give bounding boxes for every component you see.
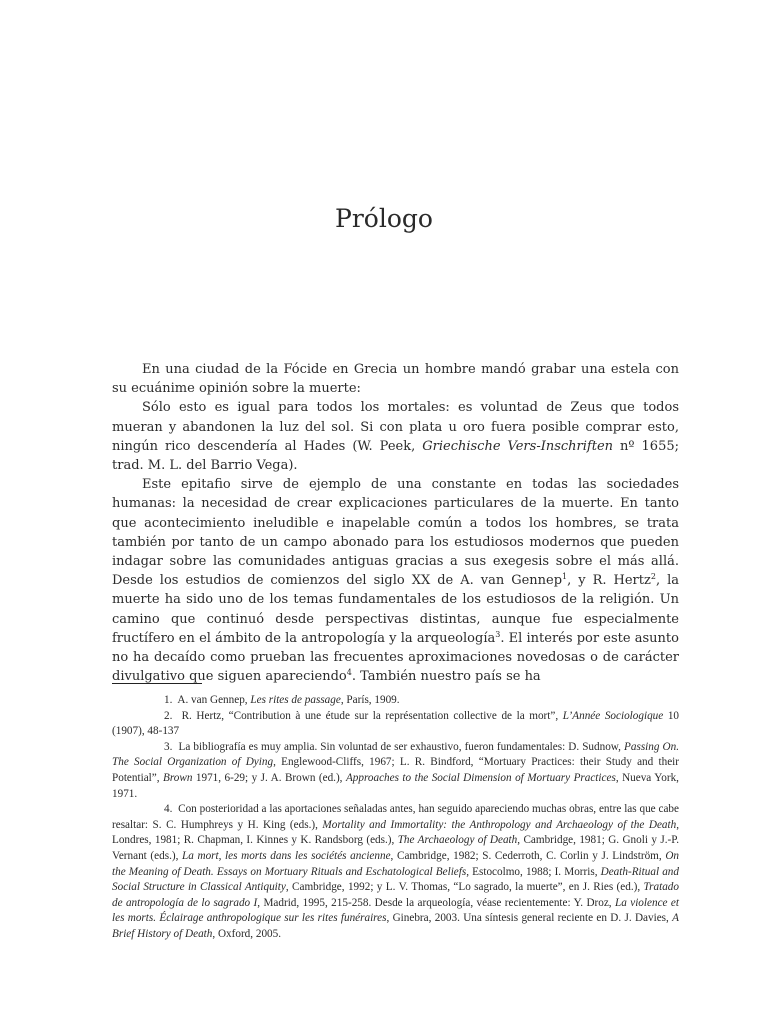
footnote-text: , París, 1909. — [340, 694, 400, 706]
paragraph-intro — [112, 360, 679, 398]
footnote-text: , Englewood-Cliffs, 1967; L. R. Bindford, “Mortuary Practices: their Study and their Potential”, — [112, 756, 679, 784]
footnote-4 — [112, 802, 679, 942]
paragraph-text: nº 1655; trad. M. L. del Barrio Vega). — [112, 438, 679, 474]
footnote-text: R. Hertz, “Contribution à une étude sur la représentation collective de la mort”, — [181, 709, 563, 722]
footnote-italic: Approaches to the Social Dimension of Mortuary Practices — [345, 771, 616, 784]
footnote-italic: Passing On. The Social Organization of Dying — [112, 740, 679, 769]
footnotes — [112, 693, 679, 943]
footnote-text: , Cambridge, 1981; G. Gnoli y J.-P. Vernant (eds.), — [112, 834, 679, 862]
footnote-text: La bibliografía es muy amplia. Sin voluntad de ser exhaustivo, fueron fundamentales: D. Sudnow, — [178, 740, 625, 753]
footnote-italic: Death-Ritual and Social Structure in Classical Antiquity — [112, 865, 679, 894]
footnote-text: Con posterioridad a las aportaciones señaladas antes, han seguido apareciendo muchas obras, entre las que cabe resaltar: S. C. Humphreys y H. King (eds.), — [112, 803, 679, 831]
footnote-ref-1[interactable]: 1 — [562, 572, 568, 582]
paragraph-text: . El interés por este asunto no ha decaído como prueban las frecuentes aproximaciones novedosas o de carácter divulgativo que siguen apareciendo — [112, 630, 679, 685]
footnote-text: , Londres, 1981; R. Chapman, I. Kinnes y K. Randsborg (eds.), — [112, 818, 680, 847]
paragraph-text: Este epitafio sirve de ejemplo de una constante en todas las sociedades humanas: la necesidad de crear explicaciones particulares de la muerte. En tanto que acontecimiento ineludible e inapelable común a todos los hombres, se trata también por tanto de un campo abonado para los estudiosos modernos que pueden indagar sobre las comunidades antiguas gracias a sus exegesis sobre el más allá. Desde los estudios de comienzos del siglo XX de A. van Gennep — [112, 477, 679, 589]
footnote-italic: The Archaeology of Death — [397, 834, 518, 847]
footnote-text: , Ginebra, 2003. Una síntesis general reciente en D. J. Davies, — [386, 912, 673, 925]
italic-title: Griechische Vers-Inschriften — [422, 438, 614, 454]
footnote-text: , Cambridge, 1992; y L. V. Thomas, “Lo sagrado, la muerte”, en J. Ries (ed.), — [285, 881, 644, 894]
footnote-1 — [112, 693, 679, 709]
footnote-text: , Madrid, 1995, 215-258. Desde la arqueología, véase recientemente: Y. Droz, — [257, 896, 616, 909]
footnote-text: , Oxford, 2005. — [212, 927, 282, 940]
paragraph-epitaph — [112, 398, 679, 475]
footnote-divider — [112, 683, 202, 684]
footnote-italic: Brown — [163, 771, 193, 784]
footnote-italic: A Brief History of Death — [112, 912, 679, 940]
footnote-text: , Cambridge, 1982; S. Cederroth, C. Corlin y J. Lindström, — [390, 849, 666, 862]
footnote-ref-2[interactable]: 2 — [650, 572, 656, 582]
footnote-italic: La mort, les morts dans les sociétés ancienne — [182, 849, 391, 862]
footnote-ref-4[interactable]: 4 — [346, 668, 352, 678]
paragraph-text: , y R. Hertz — [567, 573, 651, 589]
paragraph-text: . También nuestro país se ha — [351, 669, 541, 685]
footnote-italic: L’Année Sociologique — [562, 709, 664, 722]
footnote-italic: Les rites de passage — [250, 694, 341, 706]
paragraph-text: En una ciudad de la Fócide en Grecia un hombre mandó grabar una estela con su ecuánime opinión sobre la muerte: — [112, 362, 679, 397]
footnote-italic: Tratado de antropología de lo sagrado I — [112, 881, 679, 909]
footnote-number: 1. — [164, 694, 173, 706]
paragraph-main — [112, 475, 679, 686]
footnote-text: 1971, 6-29; y J. A. Brown (ed.), — [192, 771, 346, 784]
footnote-text: 10 (1907), 48-137 — [112, 709, 680, 738]
footnote-number: 2. — [164, 709, 173, 722]
footnote-2 — [112, 709, 679, 740]
footnote-text: A. van Gennep, — [177, 694, 251, 706]
body-text — [112, 360, 679, 686]
footnote-text: , Estocolmo, 1988; I. Morris, — [466, 865, 601, 878]
footnote-number: 3. — [164, 740, 173, 753]
page-title: Prólogo — [335, 204, 433, 233]
footnote-italic: On the Meaning of Death. Essays on Mortuary Rituals and Eschatological Beliefs — [112, 849, 679, 878]
footnote-3 — [112, 740, 679, 802]
paragraph-text: Sólo esto es igual para todos los mortales: es voluntad de Zeus que todos mueran y abandonen la luz del sol. Si con plata u oro fuera posible comprar esto, ningún rico descendería al Hades (W. Peek, — [112, 400, 679, 454]
footnote-ref-3[interactable]: 3 — [495, 629, 501, 639]
footnote-italic: La violence et les morts. Éclairage anthropologique sur les rites funéraires — [112, 896, 679, 925]
footnote-number: 4. — [164, 803, 173, 816]
paragraph-text: , la muerte ha sido uno de los temas fundamentales de los estudiosos de la religión. Un camino que continuó desde perspectivas distintas, aunque fue especialmente fructífero en el ámbito de la antropología y la arqueología — [112, 573, 679, 646]
footnote-text: , Nueva York, 1971. — [112, 771, 679, 800]
footnote-italic: Mortality and Immortality: the Anthropology and Archaeology of the Death — [322, 818, 677, 831]
